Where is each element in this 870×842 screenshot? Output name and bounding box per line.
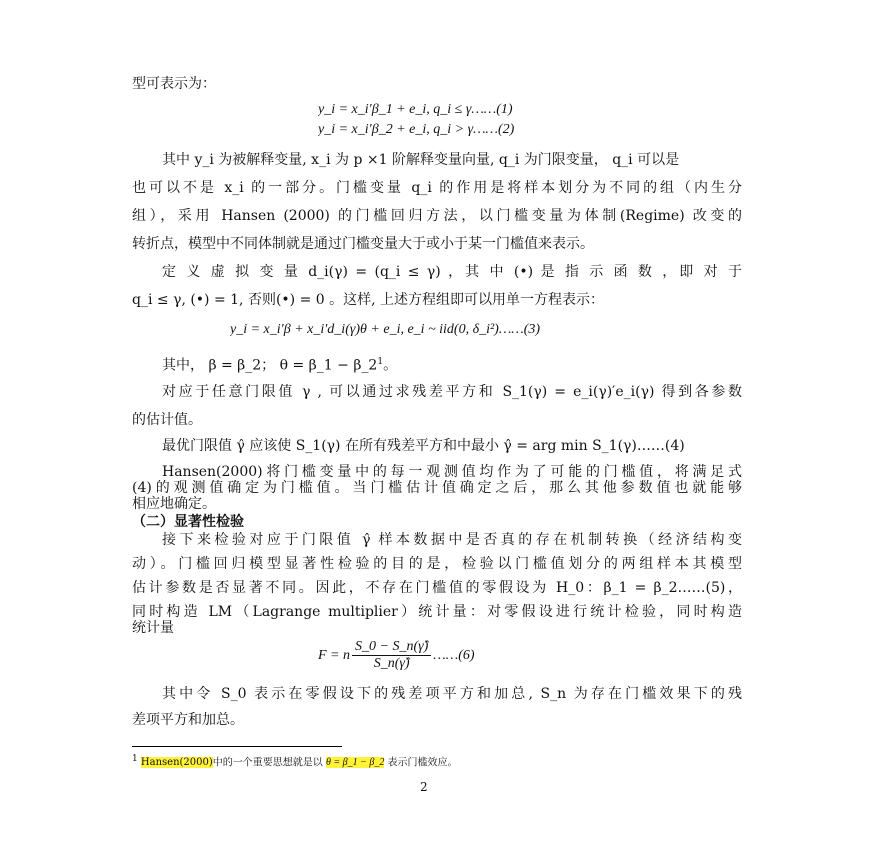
footnote-highlight-author: Hansen(2000) [140, 757, 213, 769]
paragraph-8-line-1: 其中令 S_0 表示在零假设下的残差项平方和加总, S_n 为存在门槛效果下的残 [162, 686, 742, 702]
paragraph-2-line-1: 定 义 虚 拟 变 量 d_i(γ) = (q_i ≤ γ) ，其 中 (•) 是 指 示 函 数 ，即 对 于 [162, 264, 742, 280]
paragraph-7-line-5: 统计量 [132, 620, 174, 636]
paragraph-3 [162, 352, 742, 376]
footnote-text-end: 表示门槛效应。 [387, 757, 458, 769]
equation-6-rhs: ……(6) [433, 648, 475, 663]
paragraph-7-line-2: 动）。门槛回归模型显著性检验的目的是，检验以门槛值划分的两组样本其模型 [132, 556, 742, 572]
equation-6 [318, 638, 678, 676]
equation-6-fraction [352, 639, 431, 672]
paragraph-5: 最优门限值 γ̂ 应该使 S_1(γ) 在所有残差平方和中最小 γ̂ = arg min S_1(γ)……(4) [162, 438, 685, 454]
paragraph-7-line-1: 接下来检验对应于门限值 γ̂ 样本数据中是否真的存在机制转换（经济结构变 [162, 532, 742, 548]
section-heading: （二）显著性检验 [132, 514, 244, 530]
paragraph-2-line-2: q_i ≤ γ, (•) = 1, 否则(•) = 0 。这样, 上述方程组即可以用单一方程表示： [132, 292, 605, 308]
page-number: 2 [420, 780, 428, 794]
footnote [132, 752, 458, 770]
paragraph-1-line-1: 其中 y_i 为被解释变量, x_i 为 p ×1 阶解释变量向量, q_i 为门限变量， q_i 可以是 [162, 152, 680, 168]
paragraph-8-line-2: 差项平方和加总。 [132, 712, 244, 728]
paragraph-3-end: 。 [383, 357, 398, 374]
equation-6-denominator: S_n(γ̂) [373, 656, 410, 672]
paragraph-4-line-1: 对应于任意门限值 γ , 可以通过求残差平方和 S_1(γ) = e_i(γ)′e_i(γ) 得到各参数 [162, 384, 742, 400]
footnote-number: 1 [132, 754, 138, 764]
equation-6-lhs: F = n [318, 648, 350, 663]
equation-3: y_i = x_i′β + x_i′d_i(γ)θ + e_i, e_i ~ iid(0, δ_i²)……(3) [230, 322, 541, 337]
paragraph-6-line-2: (4)的观测值确定为门槛值。当门槛估计值确定之后，那么其他参数值也就能够 [132, 480, 742, 496]
paragraph-6-line-3: 相应地确定。 [132, 496, 216, 512]
paragraph-1-line-3: 组），采用 Hansen (2000) 的门槛回归方法，以门槛变量为体制(Regime) 改变的 [132, 208, 742, 224]
paragraph-1-line-4: 转折点，模型中不同体制就是通过门槛变量大于或小于某一门槛值来表示。 [132, 236, 594, 252]
equation-2: y_i = x_i′β_2 + e_i, q_i > γ……(2) [318, 122, 515, 137]
footnote-ref[interactable]: 1 [377, 357, 384, 367]
paragraph-6-line-1: Hansen(2000)将门槛变量中的每一观测值均作为了可能的门槛值，将满足式 [162, 464, 742, 480]
paragraph-7-line-4: 同时构造 LM（Lagrange multiplier）统计量：对零假设进行统计检验，同时构造 [132, 604, 742, 620]
footnote-text: 中的一个重要思想就是以 [212, 757, 323, 769]
paragraph-4-line-2: 的估计值。 [132, 412, 202, 428]
footnote-highlight-formula: θ = β_1 − β_2 [325, 757, 385, 769]
paragraph-7-line-3: 估计参数是否显著不同。因此，不存在门槛值的零假设为 H_0：β_1 = β_2……(5)， [132, 580, 742, 596]
paragraph-1-line-2: 也可以不是 x_i 的一部分。门槛变量 q_i 的作用是将样本划分为不同的组（内生分 [132, 180, 742, 196]
intro-line: 型可表示为： [132, 76, 216, 92]
footnote-separator [132, 746, 342, 747]
equation-1: y_i = x_i′β_1 + e_i, q_i ≤ γ……(1) [318, 102, 513, 117]
equation-6-numerator: S_0 − S_n(γ̂) [352, 639, 431, 656]
paragraph-3-text: 其中， β = β_2； θ = β_1 − β_2 [162, 357, 378, 374]
